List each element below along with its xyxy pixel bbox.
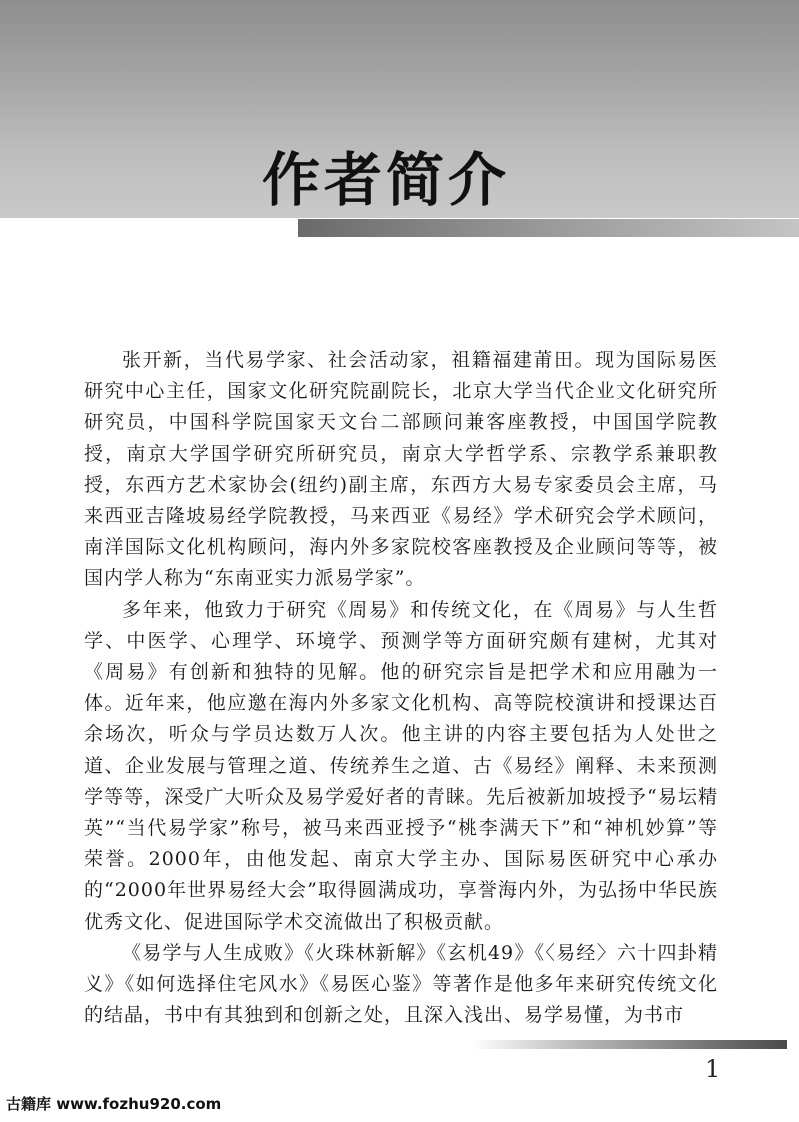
body-text <box>84 345 718 1031</box>
title-underline-bar <box>298 219 799 237</box>
paragraph-1: 张开新，当代易学家、社会活动家，祖籍福建莆田。现为国际易医研究中心主任，国家文化研究院副院长，北京大学当代企业文化研究所研究员，中国科学院国家天文台二部顾问兼客座教授，中国国学院教授，南京大学国学研究所研究员，南京大学哲学系、宗教学系兼职教授，东西方艺术家协会(纽约)副主席，东西方大易专家委员会主席，马来西亚吉隆坡易经学院教授，马来西亚《易经》学术研究会学术顾问，南洋国际文化机构顾问，海内外多家院校客座教授及企业顾问等等，被国内学人称为“东南亚实力派易学家”。 <box>84 349 718 590</box>
paragraph-3: 《易学与人生成败》《火珠林新解》《玄机49》《〈易经〉六十四卦精义》《如何选择住宅风水》《易医心鉴》等著作是他多年来研究传统文化的结晶，书中有其独到和创新之处，且深入浅出、易学易懂，为书市 <box>84 941 718 1027</box>
page-number: 1 <box>705 1055 721 1083</box>
page-title: 作者简介 <box>262 146 511 214</box>
paragraph-2: 多年来，他致力于研究《周易》和传统文化，在《周易》与人生哲学、中医学、心理学、环境学、预测学等方面研究颇有建树，尤其对《周易》有创新和独特的见解。他的研究宗旨是把学术和应用融为一体。近年来，他应邀在海内外多家文化机构、高等院校演讲和授课达百余场次，听众与学员达数万人次。他主讲的内容主要包括为人处世之道、企业发展与管理之道、传统养生之道、古《易经》阐释、未来预测学等等，深受广大听众及易学爱好者的青睐。先后被新加坡授予“易坛精英”“当代易学家”称号，被马来西亚授予“桃李满天下”和“神机妙算”等荣誉。2000年，由他发起、南京大学主办、国际易医研究中心承办的“2000年世界易经大会”取得圆满成功，享誉海内外，为弘扬中华民族优秀文化、促进国际学术交流做出了积极贡献。 <box>84 598 718 933</box>
site-watermark: 古籍库 www.fozhu920.com <box>6 1095 222 1113</box>
footer-gradient-bar <box>470 1040 787 1049</box>
